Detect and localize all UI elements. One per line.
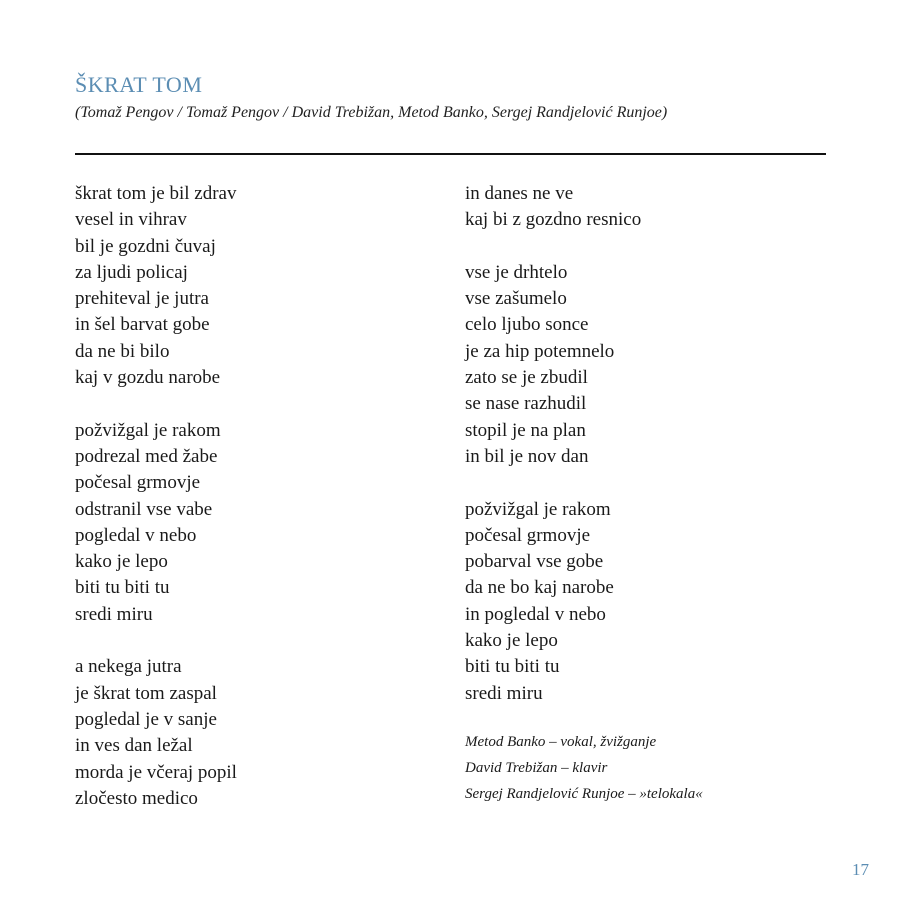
- lyric-line: biti tu biti tu: [75, 577, 170, 599]
- lyric-line: škrat tom je bil zdrav: [75, 183, 237, 204]
- title-divider: [75, 153, 826, 155]
- stanza: [465, 260, 845, 470]
- lyric-line: stopil je na plan: [465, 419, 586, 441]
- lyric-line: podrezal med žabe: [75, 445, 218, 467]
- performer-credits: [465, 729, 845, 807]
- lyric-line: odstranil vse vabe: [75, 498, 213, 520]
- lyric-line: pogledal v nebo: [75, 524, 197, 546]
- lyric-line: in ves dan ležal: [75, 735, 193, 757]
- lyric-line: pobarval vse gobe: [465, 551, 604, 573]
- lyric-line: sredi miru: [75, 603, 153, 625]
- lyric-line: kako je lepo: [75, 551, 168, 573]
- stanza: [75, 181, 435, 391]
- lyric-line: zato se je zbudil: [465, 367, 588, 389]
- lyrics-column-left: [75, 181, 435, 812]
- lyric-line: je za hip potemnelo: [465, 340, 615, 362]
- lyric-line: celo ljubo sonce: [465, 314, 589, 336]
- performer-line: Metod Banko – vokal, žvižganje: [465, 733, 657, 750]
- performer-line: David Trebižan – klavir: [465, 759, 608, 776]
- performer-line: Sergej Randjelović Runjoe – »telokala«: [465, 785, 703, 802]
- lyric-line: vse je drhtelo: [465, 261, 568, 283]
- song-title: ŠKRAT TOM: [75, 72, 203, 97]
- lyric-line: bil je gozdni čuvaj: [75, 235, 216, 257]
- stanza: [465, 181, 845, 234]
- lyric-line: kako je lepo: [465, 630, 558, 652]
- lyric-line: da ne bo kaj narobe: [465, 577, 614, 599]
- lyric-line: in danes ne ve: [465, 183, 574, 204]
- lyric-line: in pogledal v nebo: [465, 603, 606, 625]
- lyrics-column-right: [465, 181, 845, 807]
- lyric-line: prehiteval je jutra: [75, 288, 209, 310]
- lyric-line: počesal grmovje: [75, 472, 201, 494]
- lyric-line: vse zašumelo: [465, 288, 567, 310]
- lyric-line: kaj v gozdu narobe: [75, 367, 221, 389]
- lyric-line: počesal grmovje: [465, 524, 591, 546]
- stanza: [75, 418, 435, 628]
- lyric-line: je škrat tom zaspal: [75, 682, 217, 704]
- lyric-line: požvižgal je rakom: [465, 498, 611, 520]
- lyric-line: morda je včeraj popil: [75, 761, 237, 783]
- lyric-line: in bil je nov dan: [465, 445, 589, 467]
- lyric-line: a nekega jutra: [75, 656, 182, 678]
- lyric-line: vesel in vihrav: [75, 209, 187, 231]
- lyric-line: zločesto medico: [75, 787, 198, 809]
- page-number: 17: [852, 860, 869, 879]
- lyric-line: požvižgal je rakom: [75, 419, 221, 441]
- lyric-line: sredi miru: [465, 682, 543, 704]
- song-credits: (Tomaž Pengov / Tomaž Pengov / David Trebižan, Metod Banko, Sergej Randjelović Runjoe): [75, 104, 668, 121]
- lyric-line: pogledal je v sanje: [75, 708, 217, 730]
- lyric-line: biti tu biti tu: [465, 656, 560, 678]
- lyric-line: za ljudi policaj: [75, 261, 188, 283]
- lyric-line: kaj bi z gozdno resnico: [465, 209, 642, 231]
- lyric-line: se nase razhudil: [465, 393, 587, 415]
- stanza: [465, 497, 845, 707]
- lyrics-column-right-stanzas: [465, 181, 845, 707]
- stanza: [75, 654, 435, 812]
- lyric-line: da ne bi bilo: [75, 340, 170, 362]
- lyric-line: in šel barvat gobe: [75, 314, 210, 336]
